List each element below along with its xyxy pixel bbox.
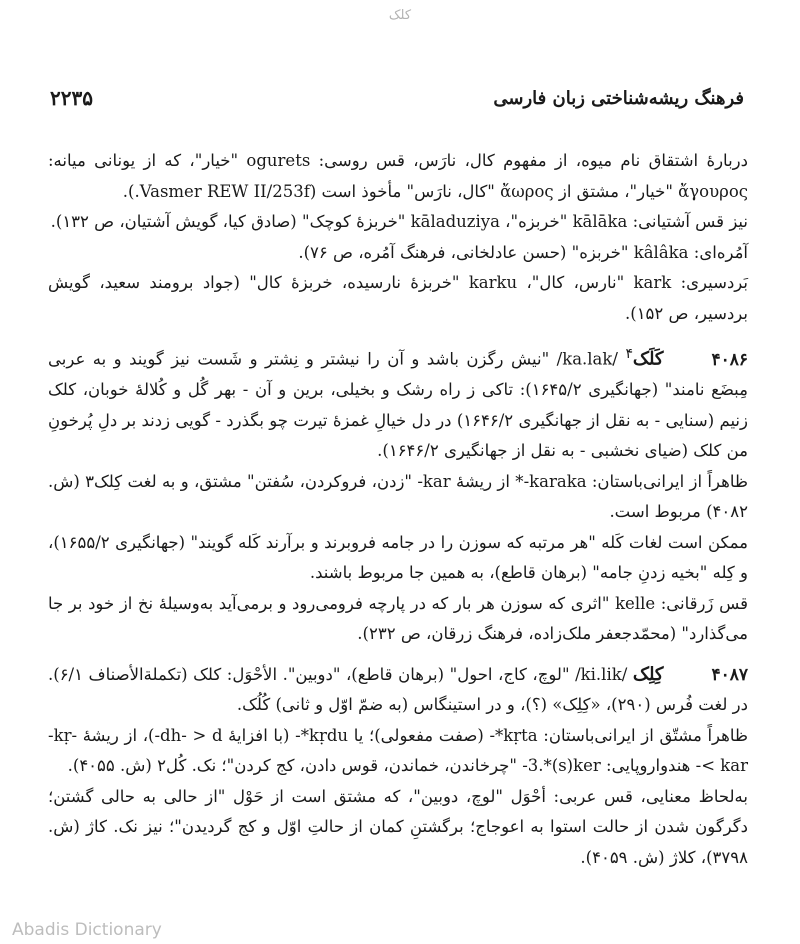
page-number: ۲۲۳۵ [50, 86, 93, 110]
entry-4087-semantic: به‌لحاظ معنایی، قس عربی: أحْوَل "لوچ، دوبین"، که مشتق است از حَوْل "از حالی به حالی گشتن؛ دگرگون شدن از حالت استوا به اعوجاج؛ برگشتنِ کمان از حالتِ اوّل و کج گردیدن"؛ نیز نک. کاژ (ش. ۳۷۹۸)، کلاژ (ش. ۴۰۵۹). [48, 786, 748, 867]
entry-4087-main [48, 660, 748, 721]
entry-headword: کَلَک [632, 348, 664, 370]
paragraph-bardsiri: بَردسیری: kark "نارس، کال"، karku "خربزهٔ نارسیده، خربزهٔ کال" (جواد برومند سعید، گویش بردسیر، ص ۱۵۲). [48, 273, 748, 323]
watermark: Abadis Dictionary [12, 920, 162, 940]
entry-4086-related: ممکن است لغات کَله "هر مرتبه که سوزن را در جامه فروبرند و برآرند کَله گویند" (جهانگیری ۱۶۵۵/۲)، و کِله "بخیه زدنِ جامه" (برهان قاطع)، به همین جا مربوط باشند. [48, 532, 748, 582]
entry-4086 [48, 339, 748, 650]
page-header [50, 86, 744, 116]
entry-4086-zarqani: قس زَرقانی: kelle "اثری که سوزن هر بار که در پارچه فرومی‌رود و برمی‌آید به‌وسیلهٔ نخ از خود بر جا می‌گذارد" (محمّدجعفر ملک‌زاده، فرهنگ زرقان، ص ۲۳۲). [48, 593, 748, 643]
entry-headword: کِلِک [632, 663, 664, 685]
entry-4087-etymology: ظاهراً مشتّق از ایرانی‌باستان: ‎-*kṛta (صفت مفعولی)؛ یا ‎*kṛdu- (با افزایهٔ ‎-dh- > d)، از ریشهٔ ‎-kṛ- < kar- هندواروپایی: ‎3.*(s)ker- "چرخاندن، خماندن، قوس دادن، کج کردن"؛ نک. کُل۲ (ش. ۴۰۵۵). [48, 725, 749, 775]
paragraph-amorei: آمُره‌ای: kâlâka "خربزه" (حسن عادلخانی، فرهنگ آمُره، ص ۷۶). [298, 242, 748, 262]
headword-superscript: ۴ [625, 346, 633, 362]
entry-4087 [48, 660, 748, 874]
dictionary-body [48, 146, 748, 873]
entry-4086-main [48, 339, 748, 467]
entry-text: /ka.lak/ "نیش رگزن باشد و آن را نیشتر و نِشتر و شَست نیز گویند و به عربی مِبضَع نامند" (جهانگیری ۱۶۴۵/۲): تاکی ز راه رشک و بخیلی، برین و آن - بهر گُل و کُلالهٔ خوبان، کلک زنیم (سنایی - به نقل از جهانگیری ۱۶۴۶/۲) در دل خیالِ غمزهٔ تیرت چو بگذرد - گویی زدند بر دلِ پُرخونِ من کلک (ضیای نخشبی - به نقل از جهانگیری ۱۶۴۶/۲). [48, 349, 748, 460]
entry-number: ۴۰۸۷ [711, 664, 748, 685]
paragraph-etymology: دربارهٔ اشتقاق نام میوه، از مفهوم کال، نارَس، قس روسی: ogurets "خیار"، که از یونانی میانه: ἄγουρος "خیار"، مشتق از ἄωρος "کال، نارَس" مأخوذ است (Vasmer REW II/253f.). [48, 151, 748, 201]
book-title: فرهنگ ریشه‌شناختی زبان فارسی [493, 88, 744, 109]
paragraph-ashtiani: نیز قس آشتیانی: kālāka "خربزه"، kāladuziya "خربزهٔ کوچک" (صادق کیا، گویش آشتیان، ص ۱۳۲). [50, 212, 748, 231]
entry-4086-etymology: ظاهراً از ایرانی‌باستان: ‎-karaka* از ریشهٔ ‎-kar "زدن، فروکردن، سُفتن" مشتق، و به لغت کِلک۳ (ش. ۴۰۸۲) مربوط است. [48, 471, 748, 521]
entry-text: /ki.lik/ "لوچ، کاج، احول" (برهان قاطع)، "دوبین". الأحْوَل: کلک (تکملة‌الأصناف ۶/۱). در لغت فُرس (۲۹۰)، «کِلِک» (؟)، و در استینگاس (به ضمّ اوّل و ثانی) کُلُک. [48, 664, 748, 714]
page-title: کلک [388, 8, 412, 23]
entry-number: ۴۰۸۶ [711, 349, 749, 370]
